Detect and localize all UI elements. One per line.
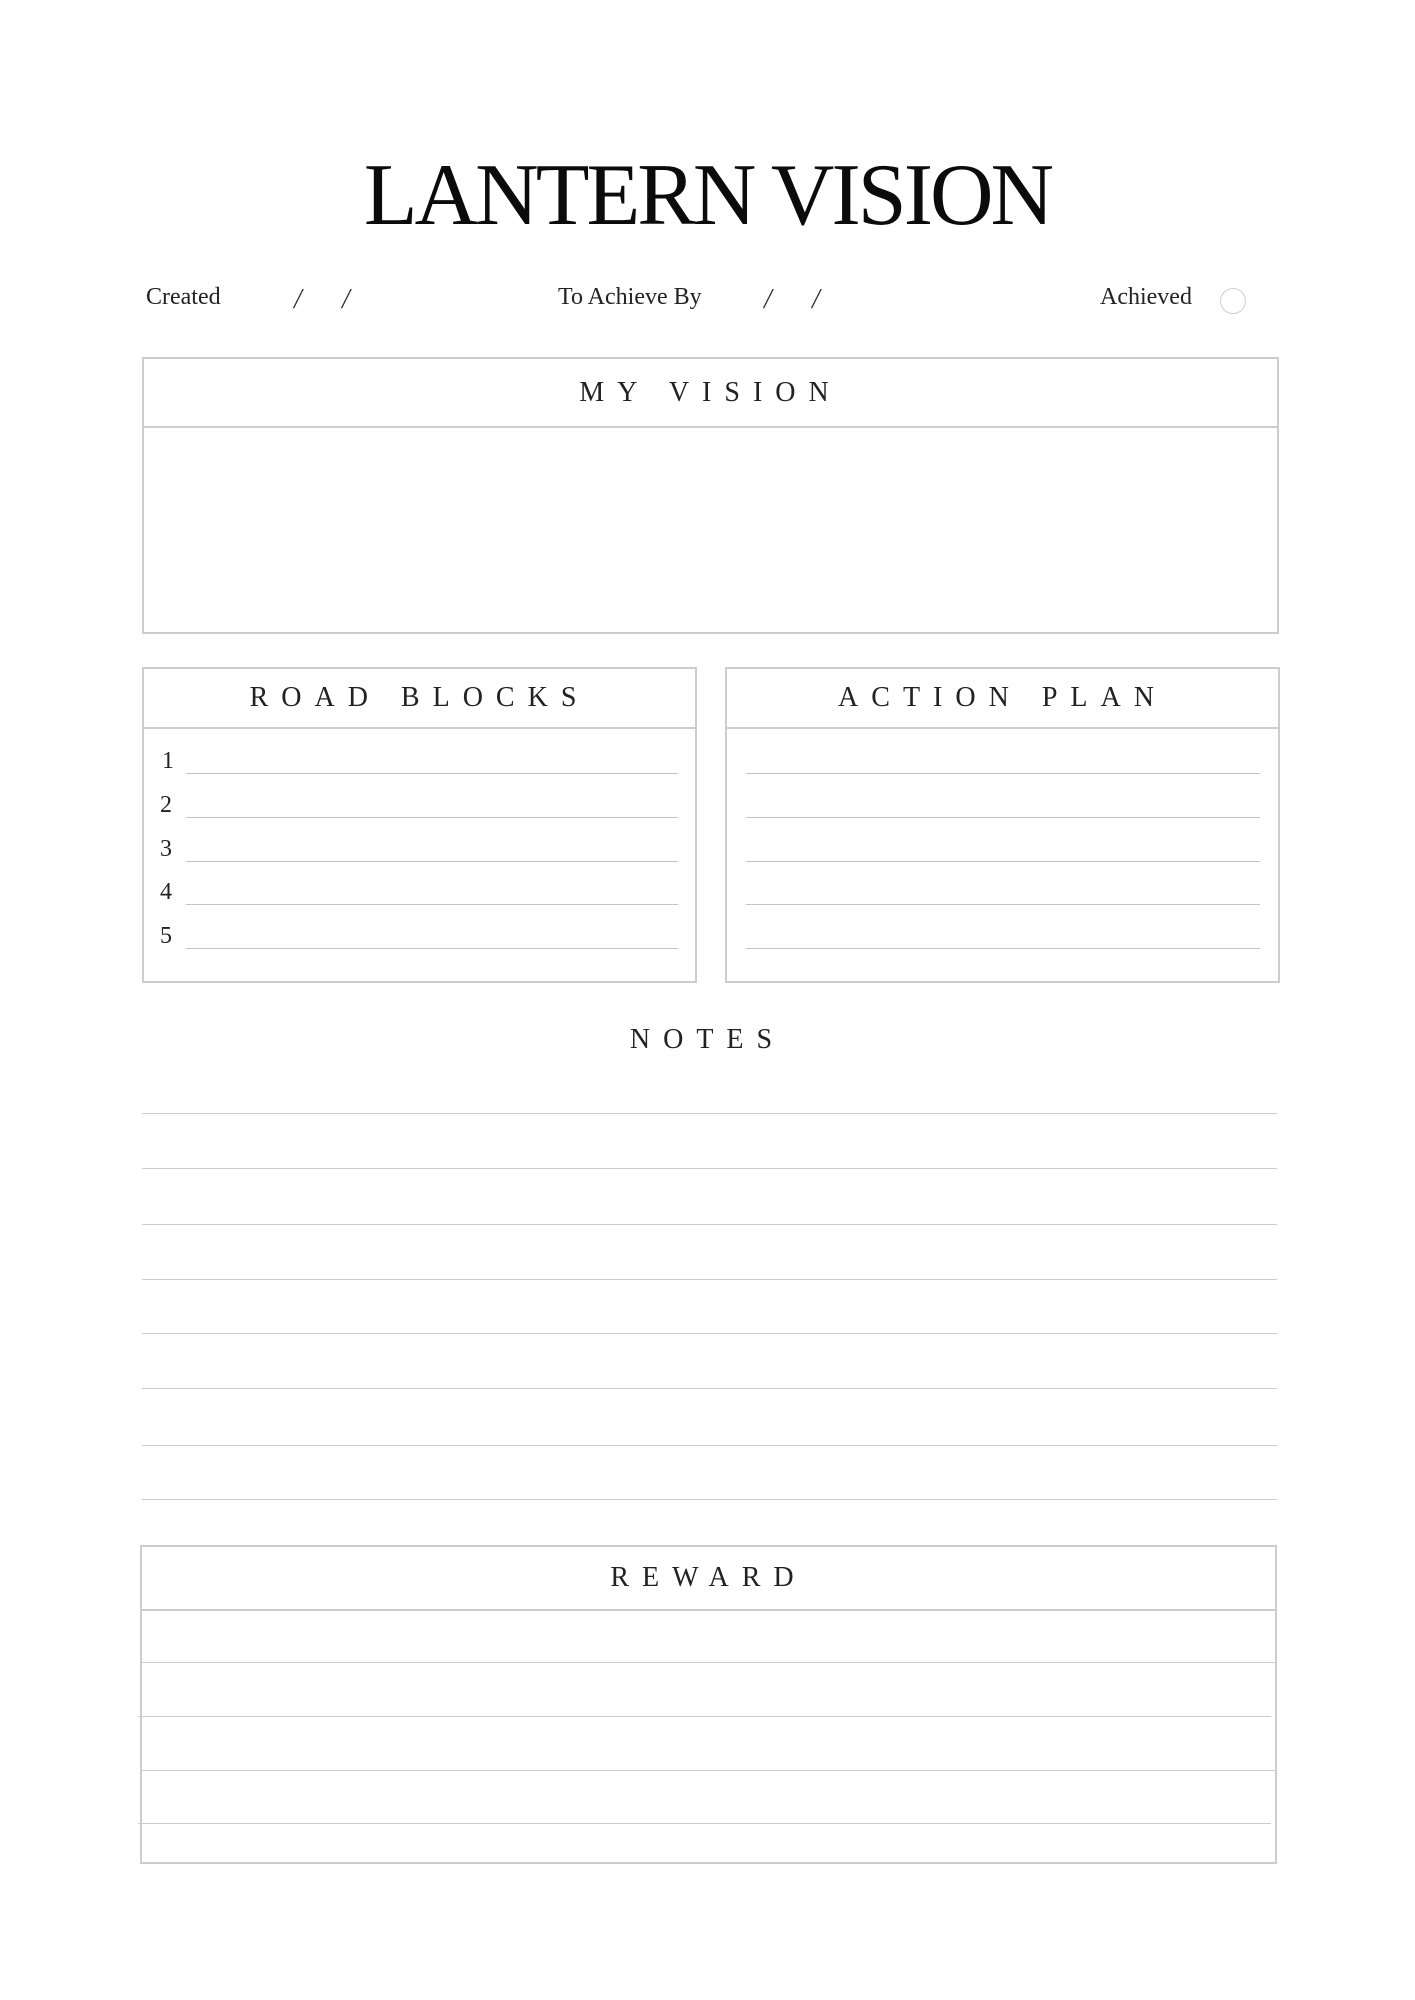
- page-title: LANTERN VISION: [363, 147, 1052, 244]
- action-plan-heading: ACTION PLAN: [727, 669, 1278, 729]
- notes-line[interactable]: [142, 1113, 1277, 1114]
- achieved-label: Achieved: [1100, 284, 1192, 310]
- action-plan-line[interactable]: [746, 948, 1260, 949]
- reward-line[interactable]: [138, 1823, 1271, 1824]
- action-plan-box: [725, 667, 1280, 983]
- notes-line[interactable]: [142, 1445, 1277, 1446]
- road-block-number: 2: [160, 792, 172, 818]
- achieve-by-date-separator-1: /: [764, 284, 772, 315]
- reward-line[interactable]: [140, 1770, 1277, 1771]
- notes-line[interactable]: [142, 1224, 1277, 1225]
- road-block-line[interactable]: [186, 817, 678, 818]
- notes-line[interactable]: [142, 1168, 1277, 1169]
- reward-heading: REWARD: [142, 1547, 1275, 1611]
- achieve-by-date-separator-2: /: [812, 284, 820, 315]
- reward-line[interactable]: [140, 1662, 1277, 1663]
- vision-writing-area[interactable]: [144, 428, 1277, 632]
- created-date-separator-2: /: [342, 284, 350, 315]
- road-block-number: 3: [160, 836, 172, 862]
- vision-box: [142, 357, 1279, 634]
- road-block-number: 5: [160, 923, 172, 949]
- road-block-number: 1: [162, 748, 174, 774]
- road-blocks-box: [142, 667, 697, 983]
- achieve-by-label: To Achieve By: [558, 284, 702, 310]
- reward-box: [140, 1545, 1277, 1864]
- vision-heading: MY VISION: [144, 359, 1277, 428]
- achieved-checkbox[interactable]: [1220, 288, 1246, 314]
- road-block-line[interactable]: [186, 861, 678, 862]
- notes-line[interactable]: [142, 1499, 1277, 1500]
- reward-line[interactable]: [138, 1716, 1271, 1717]
- notes-line[interactable]: [142, 1333, 1277, 1334]
- road-block-line[interactable]: [186, 904, 678, 905]
- action-plan-line[interactable]: [746, 773, 1260, 774]
- created-date-separator-1: /: [294, 284, 302, 315]
- road-block-line[interactable]: [186, 948, 678, 949]
- road-blocks-heading: ROAD BLOCKS: [144, 669, 695, 729]
- action-plan-line[interactable]: [746, 904, 1260, 905]
- notes-line[interactable]: [142, 1279, 1277, 1280]
- road-block-line[interactable]: [186, 773, 678, 774]
- notes-line[interactable]: [142, 1388, 1277, 1389]
- created-label: Created: [146, 284, 221, 310]
- action-plan-line[interactable]: [746, 817, 1260, 818]
- notes-heading: NOTES: [629, 1024, 786, 1055]
- action-plan-line[interactable]: [746, 861, 1260, 862]
- road-block-number: 4: [160, 879, 172, 905]
